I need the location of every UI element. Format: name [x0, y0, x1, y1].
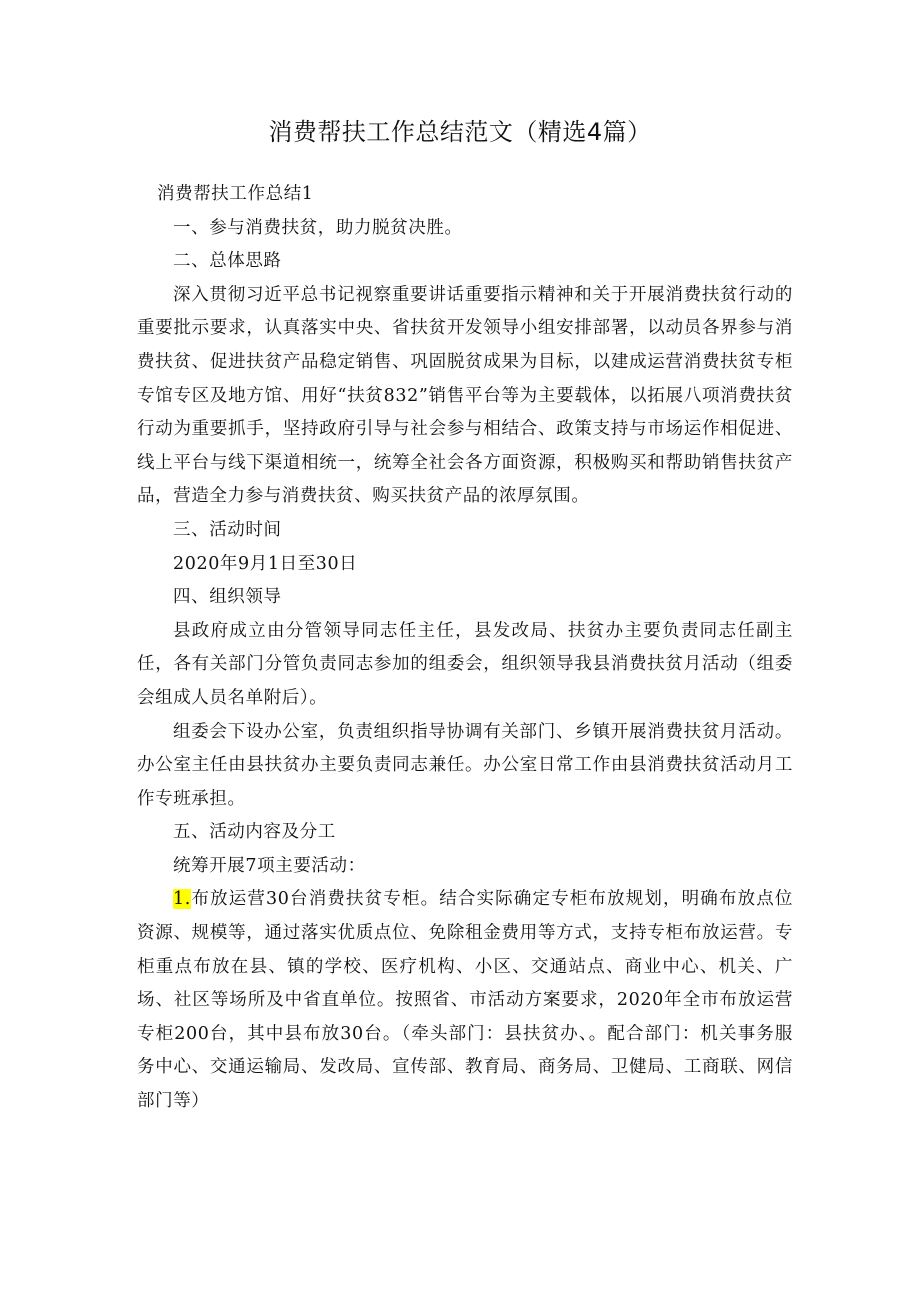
item-marker-highlight: 1.	[173, 889, 191, 910]
paragraph-heading-1: 一、参与消费扶贫，助力脱贫决胜。	[173, 217, 463, 238]
paragraph-heading-4: 四、组织领导	[173, 587, 282, 608]
paragraph-activities-intro: 统筹开展7项主要活动：	[173, 855, 366, 876]
paragraph-heading-2: 二、总体思路	[173, 251, 282, 272]
paragraph-heading-5: 五、活动内容及分工	[173, 822, 336, 843]
paragraph-overall-approach: 深入贯彻习近平总书记视察重要讲话重要指示精神和关于开展消费扶贫行动的重要批示要求，认真落实中央、省扶贫开发领导小组安排部署，以动员各界参与消费扶贫、促进扶贫产品稳定销售、巩固脱贫成果为目标，以建成运营消费扶贫专柜专馆专区及地方馆、用好“扶贫832”销售平台等为主要载体，以拓展八项消费扶贫行动为重要抓手，坚持政府引导与社会参与相结合、政策支持与市场运作相促进、线上平台与线下渠道相统一，统筹全社会各方面资源，积极购买和帮助销售扶贫产品，营造全力参与消费扶贫、购买扶贫产品的浓厚氛围。	[137, 284, 793, 507]
item-1-text: 布放运营30台消费扶贫专柜。结合实际确定专柜布放规划，明确布放点位资源、规模等，通过落实优质点位、免除租金费用等方式，支持专柜布放运营。专柜重点布放在县、镇的学校、医疗机构、小区、交通站点、商业中心、机关、广场、社区等场所及中省直单位。按照省、市活动方案要求，2020年全市布放运营专柜200台，其中县布放30台。（牵头部门：县扶贫办、。配合部门：机关事务服务中心、交通运输局、发改局、宣传部、教育局、商务局、卫健局、工商联、网信部门等）	[137, 889, 793, 1112]
paragraph-heading-3: 三、活动时间	[173, 519, 282, 540]
document-title: 消费帮扶工作总结范文（精选4篇）	[268, 118, 652, 146]
list-item-1	[137, 883, 793, 1118]
section-heading-summary-1: 消费帮扶工作总结1	[157, 184, 314, 204]
paragraph-office: 组委会下设办公室，负责组织指导协调有关部门、乡镇开展消费扶贫月活动。办公室主任由县扶贫办主要负责同志兼任。办公室日常工作由县消费扶贫活动月工作专班承担。	[137, 721, 793, 809]
paragraph-organization: 县政府成立由分管领导同志任主任，县发改局、扶贫办主要负责同志任副主任，各有关部门分管负责同志参加的组委会，组织领导我县消费扶贫月活动（组委会组成人员名单附后）。	[137, 620, 793, 708]
paragraph-activity-time: 2020年9月1日至30日	[173, 553, 358, 574]
document-body	[137, 178, 793, 1119]
